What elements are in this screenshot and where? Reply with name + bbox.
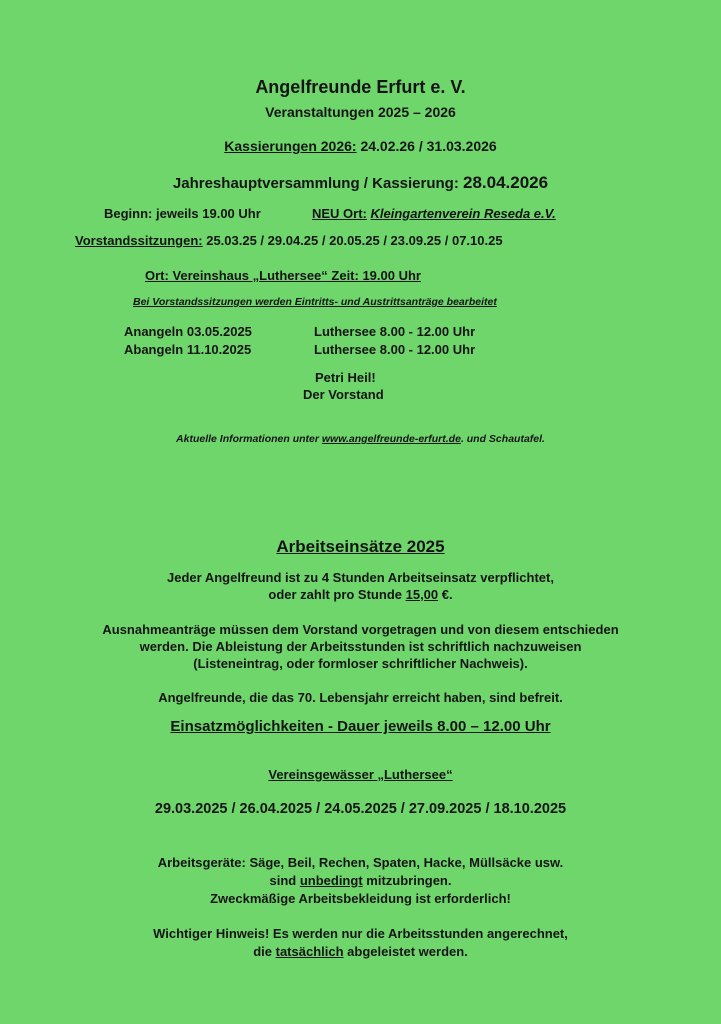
einsatz-title: Einsatzmöglichkeiten - Dauer jeweils 8.00 – 12.00 Uhr: [170, 718, 551, 735]
kassierungen-dates: 24.02.26 / 31.03.2026: [356, 138, 497, 154]
info-prefix: Aktuelle Informationen unter: [176, 433, 322, 445]
vorstand-label: Vorstandssitzungen:: [75, 233, 203, 248]
arbeit-p3: Angelfreunde, die das 70. Lebensjahr erreicht haben, sind befreit.: [158, 690, 563, 705]
beginn-text: Beginn: jeweils 19.00 Uhr: [104, 206, 261, 221]
arbeit-p1-line1: Jeder Angelfreund ist zu 4 Stunden Arbeitseinsatz verpflichtet,: [167, 570, 554, 585]
vorstand-ort: Ort: Vereinshaus „Luthersee“ Zeit: 19.00 Uhr: [145, 268, 421, 283]
hinweis-tatsaechlich: tatsächlich: [275, 944, 344, 959]
kassierungen-line: [0, 138, 721, 154]
hinweis-line2: [0, 944, 721, 959]
hinweis-post: abgeleistet werden.: [343, 944, 468, 959]
jhv-date: 28.04.2026: [463, 173, 549, 192]
arbeit-p2-line2: werden. Die Ableistung der Arbeitsstunden ist schriftlich nachzuweisen: [139, 639, 582, 654]
arbeit-p1-line2: [0, 587, 721, 602]
abangeln-event: Abangeln 11.10.2025: [124, 342, 252, 357]
arbeit-p1-post: €.: [438, 587, 453, 602]
greeting-line1: Petri Heil!: [315, 370, 376, 385]
hinweis-line1: Wichtiger Hinweis! Es werden nur die Arbeitsstunden angerechnet,: [153, 926, 568, 941]
neu-ort: [312, 206, 556, 221]
info-line: [0, 433, 721, 445]
geraete-line3: Zweckmäßige Arbeitsbekleidung ist erforderlich!: [210, 891, 511, 906]
geraete-pre: sind: [269, 873, 300, 888]
arbeit-title: Arbeitseinsätze 2025: [276, 537, 445, 556]
jhv-label: Jahreshauptversammlung / Kassierung:: [172, 175, 463, 192]
anangeln-event: Anangeln 03.05.2025: [124, 324, 252, 339]
arbeit-p2-line3: (Listeneintrag, oder formloser schriftlicher Nachweis).: [193, 656, 528, 671]
gewaesser-heading: Vereinsgewässer „Luthersee“: [268, 767, 453, 782]
arbeit-p2-line1: Ausnahmeanträge müssen dem Vorstand vorgetragen und von diesem entschieden: [102, 622, 619, 637]
hinweis-pre: die: [253, 944, 276, 959]
vorstand-note: Bei Vorstandssitzungen werden Eintritts- und Austrittsanträge bearbeitet: [133, 296, 497, 308]
arbeit-amount: 15,00: [405, 587, 439, 602]
anangeln-place: Luthersee 8.00 - 12.00 Uhr: [314, 324, 476, 339]
vorstand-line: [75, 233, 503, 248]
arbeit-dates: 29.03.2025 / 26.04.2025 / 24.05.2025 / 27.09.2025 / 18.10.2025: [154, 801, 567, 817]
info-suffix: . und Schautafel.: [460, 433, 545, 445]
geraete-line2: [0, 873, 721, 888]
page-title: Angelfreunde Erfurt e. V.: [255, 77, 466, 97]
website-link[interactable]: www.angelfreunde-erfurt.de: [321, 433, 461, 445]
jhv-line: [0, 173, 721, 193]
greeting-line2: Der Vorstand: [303, 387, 384, 402]
geraete-line1: Arbeitsgeräte: Säge, Beil, Rechen, Spaten, Hacke, Müllsäcke usw.: [157, 855, 564, 870]
page-subtitle: Veranstaltungen 2025 – 2026: [265, 104, 456, 120]
kassierungen-label: Kassierungen 2026:: [224, 138, 357, 154]
abangeln-place: Luthersee 8.00 - 12.00 Uhr: [314, 342, 476, 357]
neu-ort-label: NEU Ort:: [312, 206, 367, 221]
geraete-post: mitzubringen.: [362, 873, 452, 888]
vorstand-dates: 25.03.25 / 29.04.25 / 20.05.25 / 23.09.25 / 07.10.25: [202, 233, 503, 248]
geraete-unbedingt: unbedingt: [299, 873, 363, 888]
neu-ort-place: Kleingartenverein Reseda e.V.: [370, 206, 556, 221]
arbeit-p1-pre: oder zahlt pro Stunde: [268, 587, 406, 602]
